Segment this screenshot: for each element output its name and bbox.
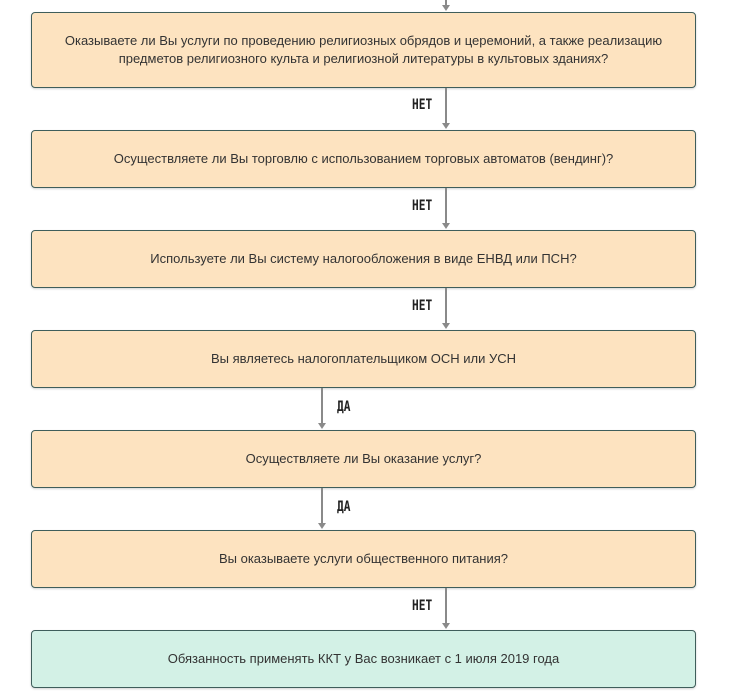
connector-6 [445,588,447,623]
edge-label-yes: ДА [337,499,351,515]
arrowhead-6 [442,623,450,629]
edge-label-no: НЕТ [412,598,433,614]
result-kkt-obligation: Обязанность применять ККТ у Вас возникает с 1 июля 2019 года [31,630,696,688]
edge-label-no: НЕТ [412,298,433,314]
question-religious-services: Оказываете ли Вы услуги по проведению религиозных обрядов и церемоний, а также реализацию предметов религиозного культа и религиозной литературы в культовых зданиях? [31,12,696,88]
question-services: Осуществляете ли Вы оказание услуг? [31,430,696,488]
arrowhead-3 [442,323,450,329]
connector-3 [445,288,447,323]
question-vending: Осуществляете ли Вы торговлю с использованием торговых автоматов (вендинг)? [31,130,696,188]
edge-label-yes: ДА [337,399,351,415]
connector-5 [321,488,323,523]
connector-2 [445,188,447,223]
arrowhead-1 [442,123,450,129]
edge-label-no: НЕТ [412,198,433,214]
arrowhead-4 [318,423,326,429]
arrowhead-2 [442,223,450,229]
question-envd-psn: Используете ли Вы систему налогообложения в виде ЕНВД или ПСН? [31,230,696,288]
question-osn-usn: Вы являетесь налогоплательщиком ОСН или УСН [31,330,696,388]
question-catering: Вы оказываете услуги общественного питания? [31,530,696,588]
arrowhead-top [442,5,450,11]
connector-1 [445,88,447,123]
connector-4 [321,388,323,423]
arrowhead-5 [318,523,326,529]
edge-label-no: НЕТ [412,97,433,113]
